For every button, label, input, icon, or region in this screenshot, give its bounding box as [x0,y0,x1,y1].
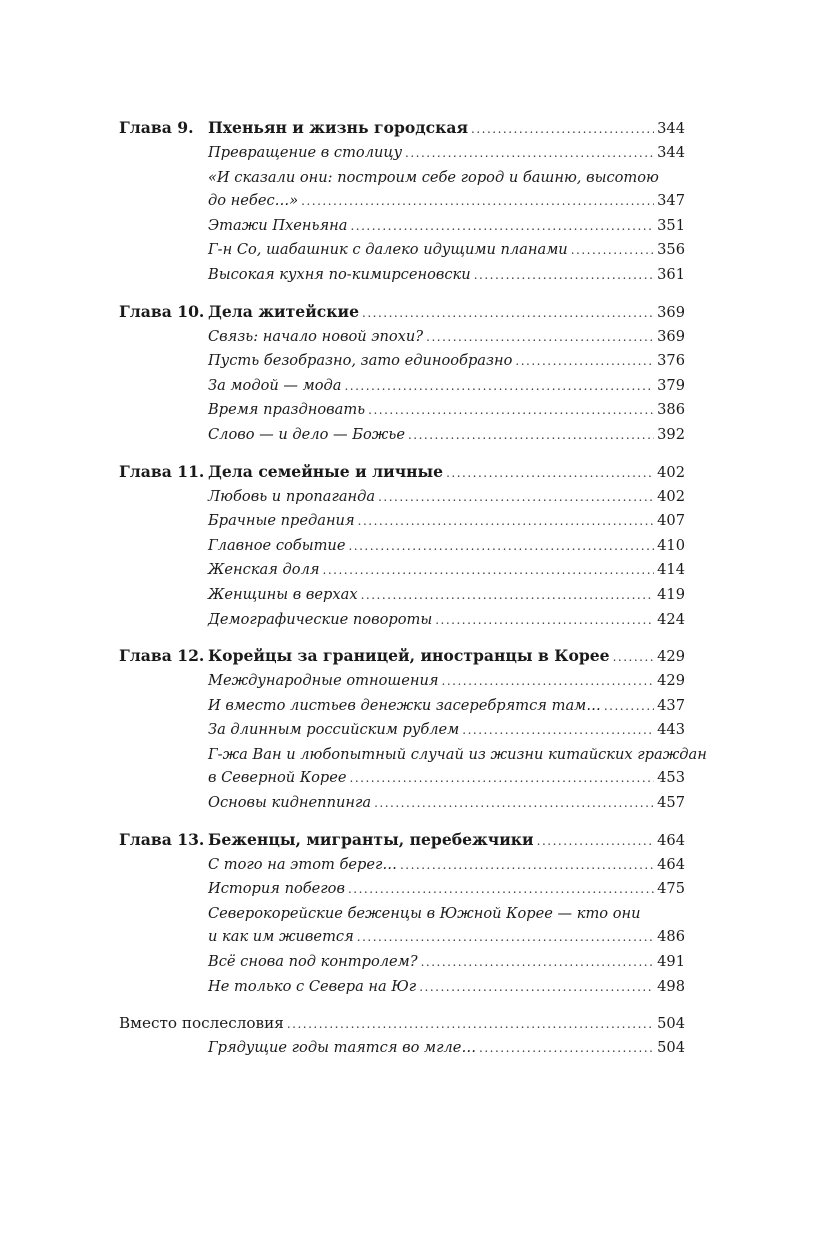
section-entry-first-line[interactable] [208,166,685,190]
section-title: Главное событие [208,536,346,554]
section-page: 491 [657,953,685,971]
section-title: до небес…» [208,192,299,210]
section-entry[interactable] [208,877,685,902]
dot-leader [515,350,654,374]
section-page: 361 [657,265,685,283]
afterword-heading[interactable] [119,1011,685,1036]
section-page: 407 [657,512,685,530]
section-title-line1: «И сказали они: построим себе город и башню, высотою [208,168,659,186]
dot-leader [408,424,654,448]
dot-leader [350,767,655,791]
section-title: Женщины в верхах [208,585,358,603]
section-entry[interactable] [208,141,685,166]
section-entry[interactable] [208,509,685,534]
section-title: За модой — мода [208,376,342,394]
chapter-label: Глава 13. [119,829,205,849]
section-page: 457 [657,794,685,812]
chapter-page: 464 [657,831,685,849]
chapter-title: Беженцы, мигранты, перебежчики [208,829,534,849]
dot-leader [374,792,654,816]
section-page: 424 [657,610,685,628]
chapter-title: Дела житейские [208,301,360,321]
section-title: Грядущие годы таятся во мгле… [208,1039,477,1057]
section-entry[interactable] [208,669,685,694]
section-title: За длинным российским рублем [208,721,460,739]
chapter-9 [119,116,685,288]
section-entry[interactable] [208,263,685,288]
dot-leader [426,326,654,350]
section-page: 356 [657,241,685,259]
section-entry[interactable] [208,694,685,719]
chapter-label: Глава 10. [119,301,205,321]
chapter-13 [119,828,685,1000]
chapter-page: 344 [657,120,685,137]
section-page: 443 [657,721,685,739]
section-title: Время праздновать [208,401,366,419]
dot-leader [348,535,654,559]
section-page: 464 [657,855,685,873]
section-page: 419 [657,585,685,603]
section-title: Основы киднеппинга [208,794,372,812]
chapter-title: Дела семейные и личные [208,461,444,481]
section-entry[interactable] [208,975,685,1000]
dot-leader [357,926,654,950]
dot-leader [613,645,655,669]
dot-leader [301,190,654,214]
section-entry[interactable] [208,189,685,214]
chapter-label: Глава 12. [119,646,205,666]
section-title: Международные отношения [208,672,439,690]
section-page: 475 [657,880,685,898]
section-title-line1: Г-жа Ван и любопытный случай из жизни китайских граждан [208,745,707,763]
section-title: И вместо листьев денежки засеребрятся там… [208,696,601,714]
section-title: и как им живется [208,928,354,946]
section-entry[interactable] [208,766,685,791]
section-title: Этажи Пхеньяна [208,216,348,234]
dot-leader [400,854,654,878]
section-title: Всё снова под контролем? [208,953,418,971]
section-page: 351 [657,216,685,234]
section-entry[interactable] [208,534,685,559]
section-page: 410 [657,536,685,554]
section-title: Слово — и дело — Божье [208,425,405,443]
section-entry[interactable] [208,853,685,878]
dot-leader [435,609,654,633]
section-title: Связь: начало новой эпохи? [208,327,424,345]
section-entry-first-line[interactable] [208,902,685,926]
section-entry[interactable] [208,1036,685,1061]
dot-leader [358,510,655,534]
section-entry[interactable] [208,718,685,743]
dot-leader [462,719,654,743]
dot-leader [604,695,654,719]
section-title: Женская доля [208,561,320,579]
dot-leader [323,559,655,583]
section-entry[interactable] [208,583,685,608]
section-entry[interactable] [208,398,685,423]
dot-leader [378,486,654,510]
afterword [119,1011,685,1061]
section-page: 379 [657,376,685,394]
section-title-line1: Северокорейские беженцы в Южной Корее — кто они [208,904,641,922]
section-entry[interactable] [208,558,685,583]
section-title: История побегов [208,880,345,898]
section-title: Г-н Со, шабашник с далеко идущими планами [208,241,568,259]
section-title: в Северной Корее [208,769,347,787]
dot-leader [405,142,654,166]
dot-leader [348,878,654,902]
dot-leader [287,1012,654,1036]
section-entry[interactable] [208,608,685,633]
section-page: 392 [657,425,685,443]
section-entry[interactable] [208,349,685,374]
chapter-12 [119,644,707,816]
section-title: Брачные предания [208,512,355,530]
chapter-10 [119,300,685,448]
section-page: 437 [657,696,685,714]
chapter-page: 369 [657,303,685,321]
section-entry[interactable] [208,925,685,950]
dot-leader [362,301,654,325]
chapter-page: 402 [657,463,685,481]
section-page: 414 [657,561,685,579]
dot-leader [421,951,655,975]
dot-leader [419,976,654,1000]
chapter-title: Пхеньян и жизнь городская [208,118,469,137]
section-entry[interactable] [208,214,685,239]
dot-leader [471,117,654,141]
afterword-page: 504 [657,1015,685,1033]
section-page: 498 [657,977,685,995]
section-entry[interactable] [208,791,685,816]
afterword-title: Вместо послесловия [119,1014,284,1033]
table-of-contents [119,116,707,1073]
chapter-page: 429 [657,648,685,666]
section-entry-first-line[interactable] [208,743,707,767]
section-title: С того на этот берег… [208,855,397,873]
section-title: Пусть безобразно, зато единообразно [208,352,513,370]
dot-leader [537,829,655,853]
section-entry[interactable] [208,423,685,448]
section-title: Превращение в столицу [208,144,403,161]
section-page: 453 [657,769,685,787]
dot-leader [474,264,654,288]
section-title: Не только с Севера на Юг [208,977,417,995]
dot-leader [479,1037,654,1061]
section-page: 369 [657,327,685,345]
section-page: 386 [657,401,685,419]
section-entry[interactable] [208,485,685,510]
chapter-heading[interactable] [119,460,685,485]
dot-leader [446,461,654,485]
dot-leader [350,215,654,239]
section-entry[interactable] [208,325,685,350]
section-page: 344 [657,144,685,161]
dot-leader [571,239,654,263]
dot-leader [368,399,654,423]
section-entry[interactable] [208,238,685,263]
section-title: Любовь и пропаганда [208,487,376,505]
chapter-label: Глава 9. [119,118,194,137]
section-entry[interactable] [208,374,685,399]
section-page: 486 [657,928,685,946]
section-title: Демографические повороты [208,610,433,628]
section-page: 429 [657,672,685,690]
section-page: 376 [657,352,685,370]
dot-leader [361,584,655,608]
dot-leader [344,375,654,399]
chapter-heading[interactable] [119,828,685,853]
chapter-heading[interactable] [119,300,685,325]
section-entry[interactable] [208,950,685,975]
dot-leader [442,670,655,694]
chapter-title: Корейцы за границей, иностранцы в Корее [208,646,610,666]
chapter-heading[interactable] [119,116,685,141]
chapter-heading[interactable] [119,644,685,669]
chapter-label: Глава 11. [119,461,205,481]
chapter-11 [119,460,685,633]
section-title: Высокая кухня по-кимирсеновски [208,265,471,283]
section-page: 402 [657,487,685,505]
section-page: 504 [657,1039,685,1057]
section-page: 347 [657,192,685,210]
